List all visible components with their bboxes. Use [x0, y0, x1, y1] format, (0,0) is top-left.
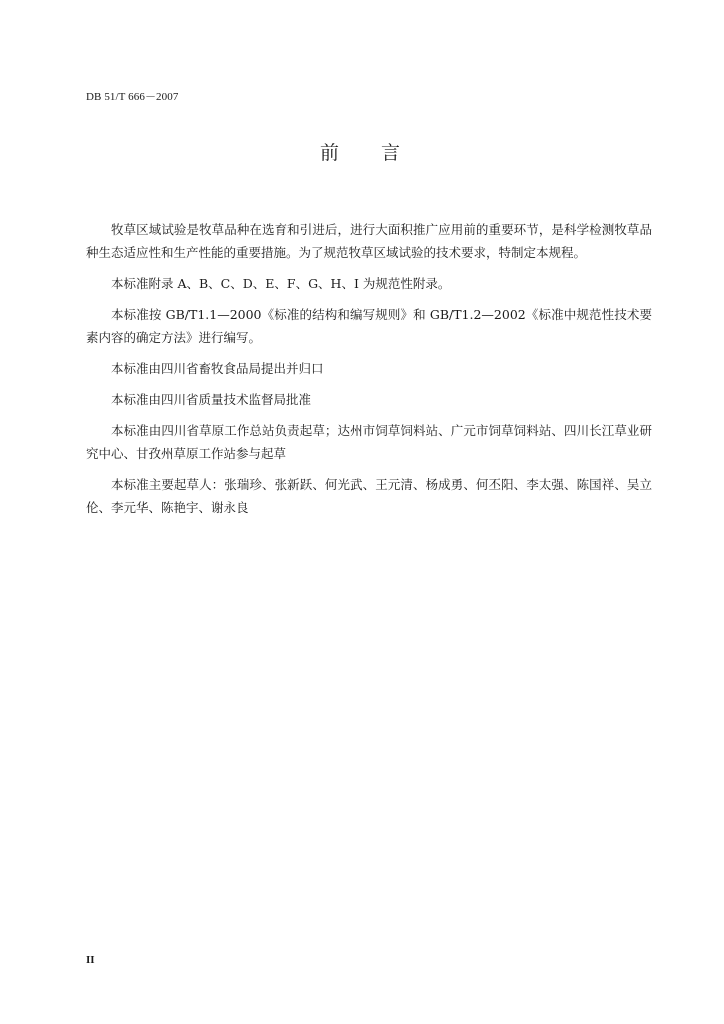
- paragraph-intro: 牧草区域试验是牧草品种在选育和引进后，进行大面积推广应用前的重要环节，是科学检测牧草品种生态适应性和生产性能的重要措施。为了规范牧草区域试验的技术要求，特制定本规程。: [86, 222, 652, 260]
- document-code: DB 51/T 666－2007: [86, 91, 179, 103]
- paragraph-appendix: 本标准附录 A、B、C、D、E、F、G、H、I 为规范性附录。: [111, 276, 451, 291]
- page-number: II: [86, 954, 95, 966]
- paragraph-drafters: 本标准主要起草人：张瑞珍、张新跃、何光武、王元清、杨成勇、何丕阳、李太强、陈国祥、吴立伦、李元华、陈艳宇、谢永良: [86, 477, 652, 515]
- paragraph-proposer: 本标准由四川省畜牧食品局提出并归口: [111, 361, 324, 376]
- paragraph-approver: 本标准由四川省质量技术监督局批准: [111, 392, 312, 407]
- paragraph-drafting-units: 本标准由四川省草原工作总站负责起草；达州市饲草饲料站、广元市饲草饲料站、四川长江草业研究中心、甘孜州草原工作站参与起草: [86, 423, 652, 461]
- paragraph-drafting-rules: 本标准按 GB/T1.1—2000《标准的结构和编写规则》和 GB/T1.2—2002《标准中规范性技术要素内容的确定方法》进行编写。: [86, 307, 652, 345]
- page-title: 前 言: [319, 142, 419, 164]
- foreword-body: [86, 218, 652, 527]
